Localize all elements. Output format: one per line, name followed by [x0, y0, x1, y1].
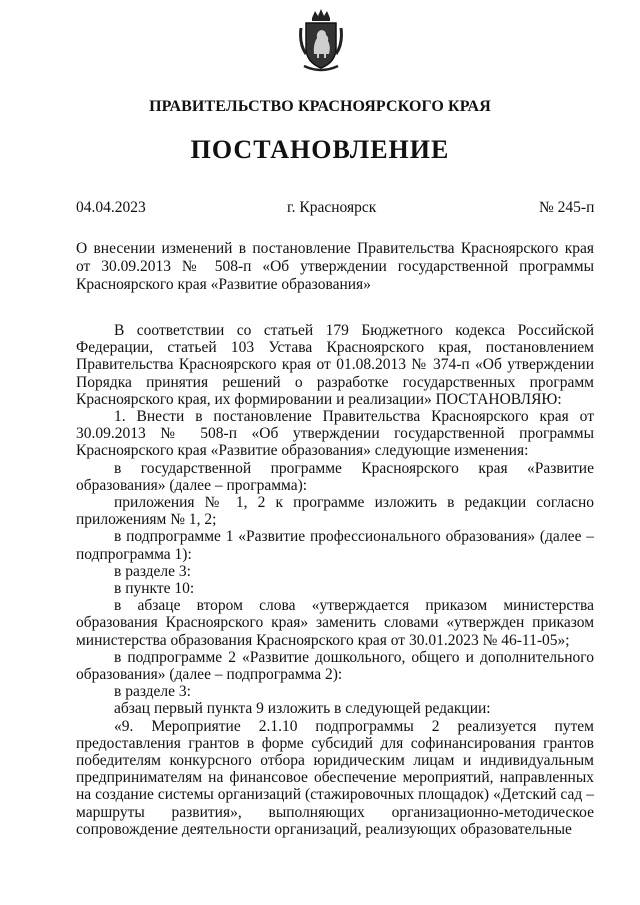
- paragraph: в абзаце втором слова «утверждается приказом министерства образования Красноярского края» заменить словами «утвержден приказом министерства образования Красноярского края от 30.01.2023 № 46-11-05»;: [76, 597, 594, 649]
- paragraph: в пункте 10:: [114, 580, 195, 598]
- paragraph: в разделе 3:: [114, 683, 191, 701]
- paragraph: в подпрограмме 2 «Развитие дошкольного, общего и дополнительного образования» (далее – подпрограмма 2):: [76, 648, 594, 684]
- coat-of-arms-emblem: [298, 8, 344, 72]
- document-subject: О внесении изменений в постановление Правительства Красноярского края от 30.09.2013 № 508-п «Об утверждении государственной программы Красноярского края «Развитие образования»: [76, 240, 594, 293]
- document-date: 04.04.2023: [76, 199, 146, 216]
- government-name: ПРАВИТЕЛЬСТВО КРАСНОЯРСКОГО КРАЯ: [149, 98, 491, 115]
- paragraph-preamble: В соответствии со статьей 179 Бюджетного кодекса Российской Федерации, статьей 103 Устава Красноярского края, постановлением Правительства Красноярского края от 01.08.2013 № 374-п «Об утверждении Порядка принятия решений о разработке государственных программ Красноярского края, их формировании и реализации» ПОСТАНОВЛЯЮ:: [76, 322, 594, 408]
- paragraph-quoted-item-9: «9. Мероприятие 2.1.10 подпрограммы 2 реализуется путем предоставления грантов в форме субсидий для софинансирования грантов победителям конкурсного отбора юридическим лицам и индивидуальным предпринимателям на финансовое обеспечение мероприятий, направленных на создание системы организаций (стажировочных площадок) «Детский сад – маршруты развития», выполняющих организационно-методическое сопровождение деятельности организаций, реализующих образовательные: [76, 717, 594, 838]
- document-city: г. Красноярск: [287, 199, 377, 216]
- paragraph: в государственной программе Красноярского края «Развитие образования» (далее – программа):: [76, 459, 594, 494]
- paragraph: абзац первый пункта 9 изложить в следующей редакции:: [114, 700, 491, 718]
- paragraph: в разделе 3:: [114, 562, 191, 580]
- document-type-title: ПОСТАНОВЛЕНИЕ: [190, 135, 450, 164]
- paragraph: в подпрограмме 1 «Развитие профессионального образования» (далее – подпрограмма 1):: [76, 528, 594, 563]
- paragraph: приложения № 1, 2 к программе изложить в редакции согласно приложениям № 1, 2;: [76, 494, 594, 529]
- document-number: № 245-п: [539, 199, 595, 216]
- document-body: [76, 322, 594, 838]
- paragraph-item-1: 1. Внести в постановление Правительства Красноярского края от 30.09.2013 № 508-п «Об утверждении государственной программы Красноярского края «Развитие образования» следующие изменения:: [76, 408, 594, 460]
